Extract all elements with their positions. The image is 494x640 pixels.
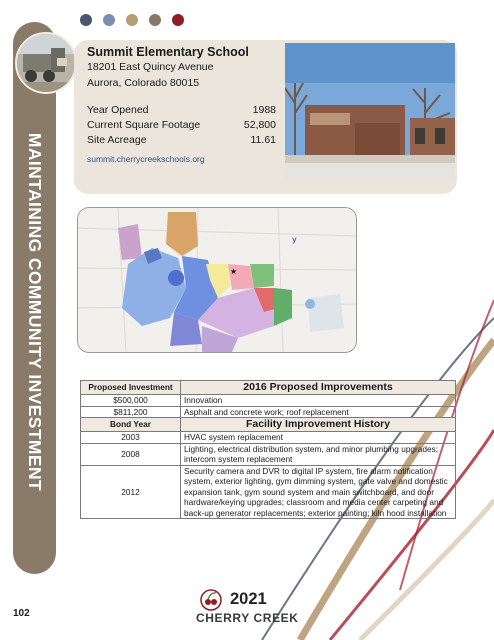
stat-year-opened — [87, 104, 276, 116]
proposed-amount: $811,200 — [81, 406, 181, 418]
table-row — [81, 465, 456, 519]
dot-brown — [149, 14, 161, 26]
address-line-1: 18201 East Quincy Avenue — [87, 61, 214, 73]
table-row — [81, 432, 456, 444]
proposed-description: Innovation — [181, 395, 456, 407]
school-building-photo — [285, 43, 455, 180]
bond-year-header: Bond Year — [81, 418, 181, 432]
stat-label: Year Opened — [87, 104, 149, 116]
cherry-creek-logo-icon — [196, 588, 226, 612]
color-dots — [80, 14, 184, 26]
logo-name: CHERRY CREEK — [196, 611, 299, 625]
address-line-2: Aurora, Colorado 80015 — [87, 77, 200, 89]
sidebar-title: MAINTAINING COMMUNITY INVESTMENT — [25, 132, 45, 492]
dot-navy — [80, 14, 92, 26]
school-name: Summit Elementary School — [87, 45, 249, 59]
stat-site-acreage — [87, 134, 276, 146]
proposed-amount: $500,000 — [81, 395, 181, 407]
improvement-history-title: Facility Improvement History — [181, 418, 456, 432]
dot-red — [172, 14, 184, 26]
history-description: Lighting, electrical distribution system, and minor plumbing upgrades; intercom system replacement — [181, 443, 456, 465]
proposed-description: Asphalt and concrete work; roof replacement — [181, 406, 456, 418]
school-website-link[interactable]: summit.cherrycreekschools.org — [87, 154, 205, 164]
table-row — [81, 443, 456, 465]
table-row — [81, 395, 456, 407]
proposed-improvements-title: 2016 Proposed Improvements — [181, 381, 456, 395]
stat-label: Current Square Footage — [87, 119, 201, 131]
stat-value: 1988 — [252, 104, 276, 116]
investment-table — [80, 380, 456, 519]
stat-value: 11.61 — [250, 134, 276, 146]
table-row — [81, 406, 456, 418]
bond-year: 2012 — [81, 465, 181, 519]
proposed-investment-header: Proposed Investment — [81, 381, 181, 395]
page-number: 102 — [13, 608, 30, 619]
stat-label: Site Acreage — [87, 134, 147, 146]
svg-text:★: ★ — [230, 267, 238, 276]
dot-blue — [103, 14, 115, 26]
bond-year: 2008 — [81, 443, 181, 465]
svg-text:y: y — [292, 235, 297, 244]
history-description: Security camera and DVR to digital IP system, fire alarm notification system, exterior lighting, gym dimming system, gate valve and domestic expansion tank, gym sound system and main switchboard, and door hardware/keying upgrades; classroom and media center carpeting and back-up generator replacements; exterior painting; kiln hood installation — [181, 465, 456, 519]
logo-year: 2021 — [230, 590, 267, 608]
history-description: HVAC system replacement — [181, 432, 456, 444]
stat-square-footage — [87, 119, 276, 131]
stat-value: 52,800 — [243, 119, 276, 131]
district-map — [77, 207, 357, 353]
bond-year: 2003 — [81, 432, 181, 444]
dot-tan — [126, 14, 138, 26]
